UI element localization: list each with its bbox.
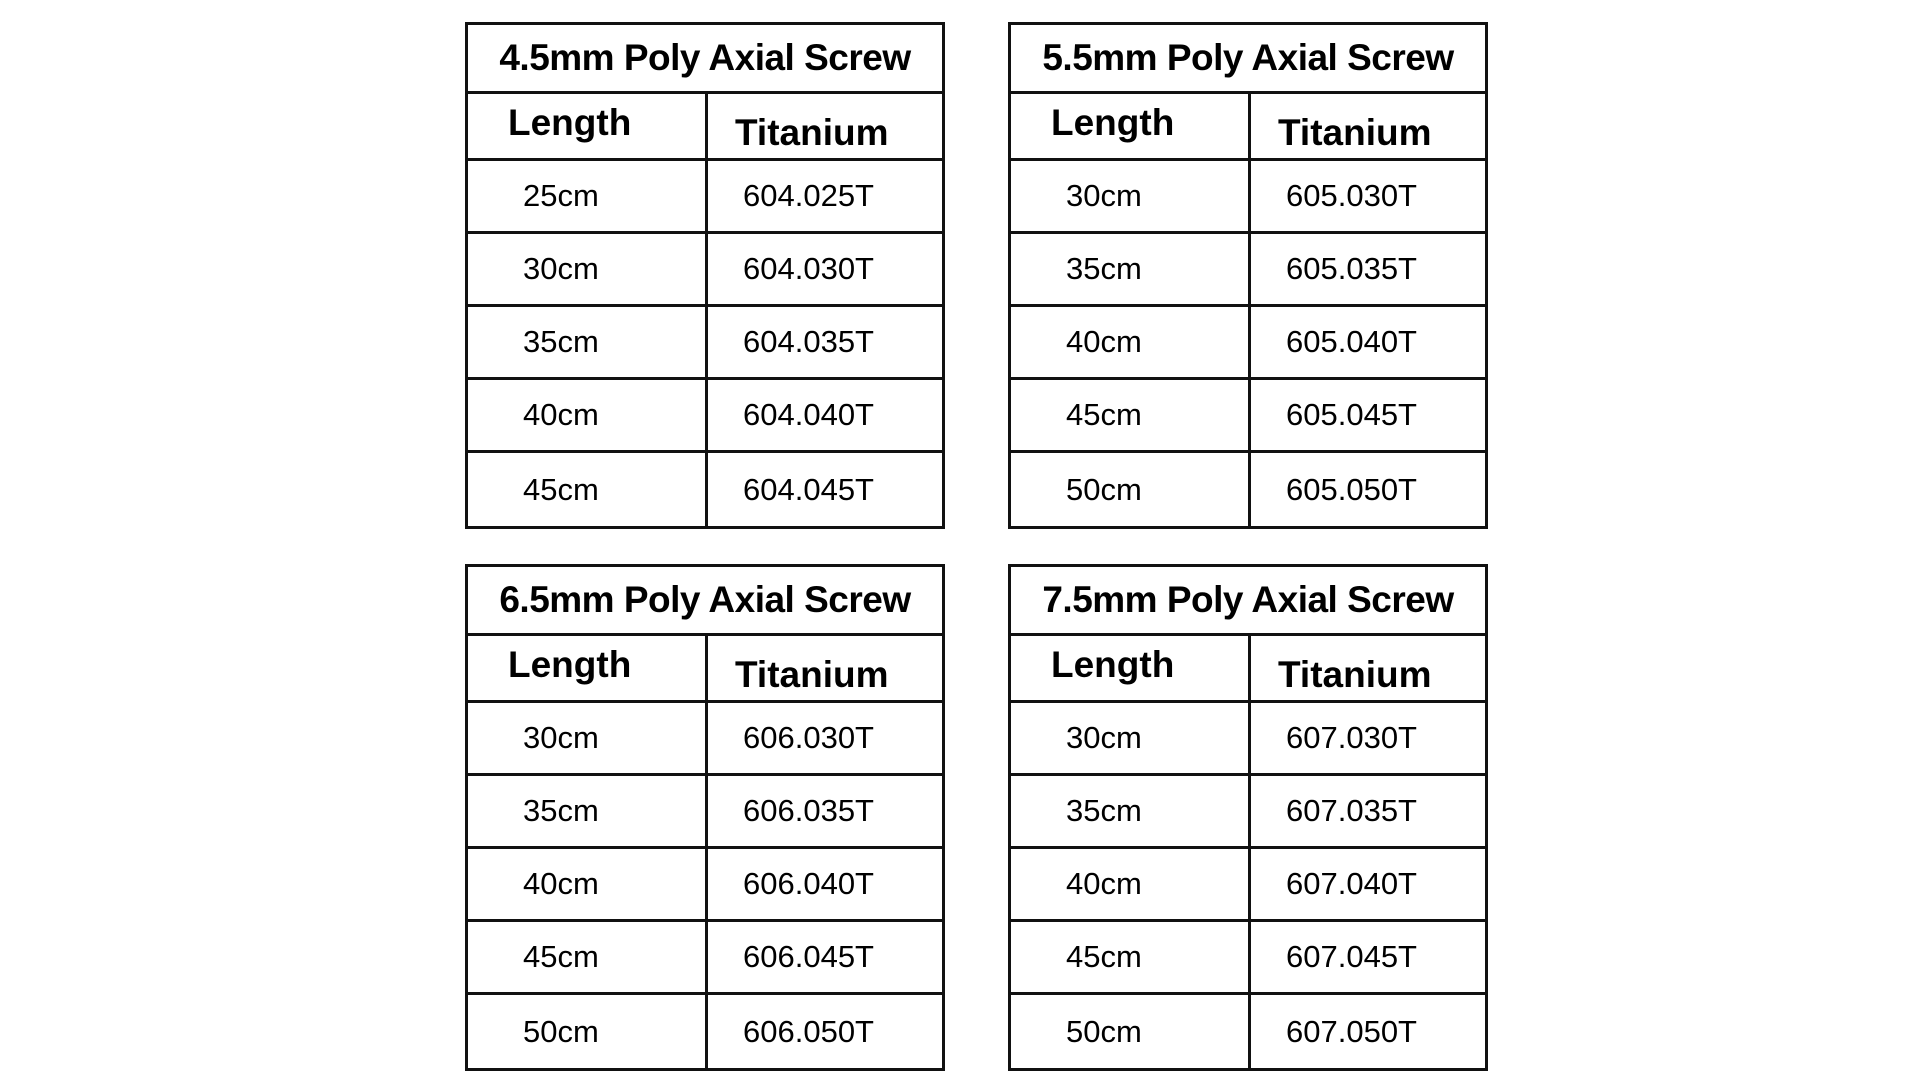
titanium-part-cell: 607.050T bbox=[1286, 1013, 1417, 1049]
table-row bbox=[468, 776, 942, 849]
length-cell: 35cm bbox=[1011, 776, 1251, 846]
table-row bbox=[468, 307, 942, 380]
length-cell: 45cm bbox=[1011, 380, 1251, 450]
screw-table-4-5mm bbox=[465, 22, 945, 529]
column-header-length: Length bbox=[468, 94, 708, 158]
table-row bbox=[1011, 922, 1485, 995]
titanium-part-cell: 606.050T bbox=[743, 1013, 874, 1049]
screw-table-7-5mm bbox=[1008, 564, 1488, 1071]
table-row bbox=[468, 234, 942, 307]
length-cell: 45cm bbox=[468, 922, 708, 992]
table-row bbox=[468, 453, 942, 526]
screw-table-6-5mm bbox=[465, 564, 945, 1071]
table-row bbox=[1011, 703, 1485, 776]
titanium-part-cell: 604.035T bbox=[743, 324, 874, 359]
titanium-part-cell: 605.045T bbox=[1286, 397, 1417, 432]
length-cell: 35cm bbox=[468, 776, 708, 846]
length-cell: 25cm bbox=[468, 161, 708, 231]
length-cell: 50cm bbox=[468, 995, 708, 1068]
table-header-row bbox=[1011, 94, 1485, 161]
table-header-row bbox=[468, 636, 942, 703]
length-cell: 45cm bbox=[1011, 922, 1251, 992]
table-row bbox=[468, 849, 942, 922]
length-cell: 50cm bbox=[1011, 995, 1251, 1068]
table-row bbox=[468, 380, 942, 453]
table-row bbox=[1011, 234, 1485, 307]
table-row bbox=[1011, 776, 1485, 849]
length-cell: 30cm bbox=[468, 234, 708, 304]
titanium-part-cell: 604.040T bbox=[743, 397, 874, 432]
titanium-part-cell: 605.050T bbox=[1286, 471, 1417, 507]
table-header-row bbox=[468, 94, 942, 161]
titanium-part-cell: 604.025T bbox=[743, 178, 874, 213]
table-row bbox=[1011, 307, 1485, 380]
titanium-part-cell: 606.045T bbox=[743, 939, 874, 974]
length-cell: 40cm bbox=[1011, 307, 1251, 377]
length-cell: 40cm bbox=[1011, 849, 1251, 919]
table-row bbox=[1011, 380, 1485, 453]
length-cell: 40cm bbox=[468, 849, 708, 919]
titanium-part-cell: 606.035T bbox=[743, 793, 874, 828]
table-title: 6.5mm Poly Axial Screw bbox=[468, 567, 942, 636]
table-row bbox=[1011, 849, 1485, 922]
column-header-length: Length bbox=[1011, 636, 1251, 700]
column-header-titanium: Titanium bbox=[735, 654, 889, 695]
column-header-length: Length bbox=[468, 636, 708, 700]
titanium-part-cell: 607.035T bbox=[1286, 793, 1417, 828]
length-cell: 35cm bbox=[1011, 234, 1251, 304]
table-header-row bbox=[1011, 636, 1485, 703]
table-row bbox=[468, 161, 942, 234]
table-row bbox=[1011, 995, 1485, 1068]
titanium-part-cell: 607.030T bbox=[1286, 720, 1417, 755]
titanium-part-cell: 605.035T bbox=[1286, 251, 1417, 286]
length-cell: 35cm bbox=[468, 307, 708, 377]
table-title: 4.5mm Poly Axial Screw bbox=[468, 25, 942, 94]
titanium-part-cell: 605.030T bbox=[1286, 178, 1417, 213]
column-header-length: Length bbox=[1011, 94, 1251, 158]
length-cell: 40cm bbox=[468, 380, 708, 450]
length-cell: 30cm bbox=[1011, 703, 1251, 773]
titanium-part-cell: 606.040T bbox=[743, 866, 874, 901]
table-title: 7.5mm Poly Axial Screw bbox=[1011, 567, 1485, 636]
length-cell: 30cm bbox=[468, 703, 708, 773]
titanium-part-cell: 604.030T bbox=[743, 251, 874, 286]
table-row bbox=[1011, 161, 1485, 234]
table-row bbox=[468, 703, 942, 776]
titanium-part-cell: 604.045T bbox=[743, 471, 874, 507]
table-row bbox=[468, 995, 942, 1068]
length-cell: 45cm bbox=[468, 453, 708, 526]
table-row bbox=[1011, 453, 1485, 526]
table-title: 5.5mm Poly Axial Screw bbox=[1011, 25, 1485, 94]
titanium-part-cell: 606.030T bbox=[743, 720, 874, 755]
length-cell: 50cm bbox=[1011, 453, 1251, 526]
column-header-titanium: Titanium bbox=[1278, 112, 1432, 153]
screw-table-5-5mm bbox=[1008, 22, 1488, 529]
titanium-part-cell: 607.045T bbox=[1286, 939, 1417, 974]
titanium-part-cell: 605.040T bbox=[1286, 324, 1417, 359]
column-header-titanium: Titanium bbox=[735, 112, 889, 153]
column-header-titanium: Titanium bbox=[1278, 654, 1432, 695]
titanium-part-cell: 607.040T bbox=[1286, 866, 1417, 901]
table-row bbox=[468, 922, 942, 995]
length-cell: 30cm bbox=[1011, 161, 1251, 231]
